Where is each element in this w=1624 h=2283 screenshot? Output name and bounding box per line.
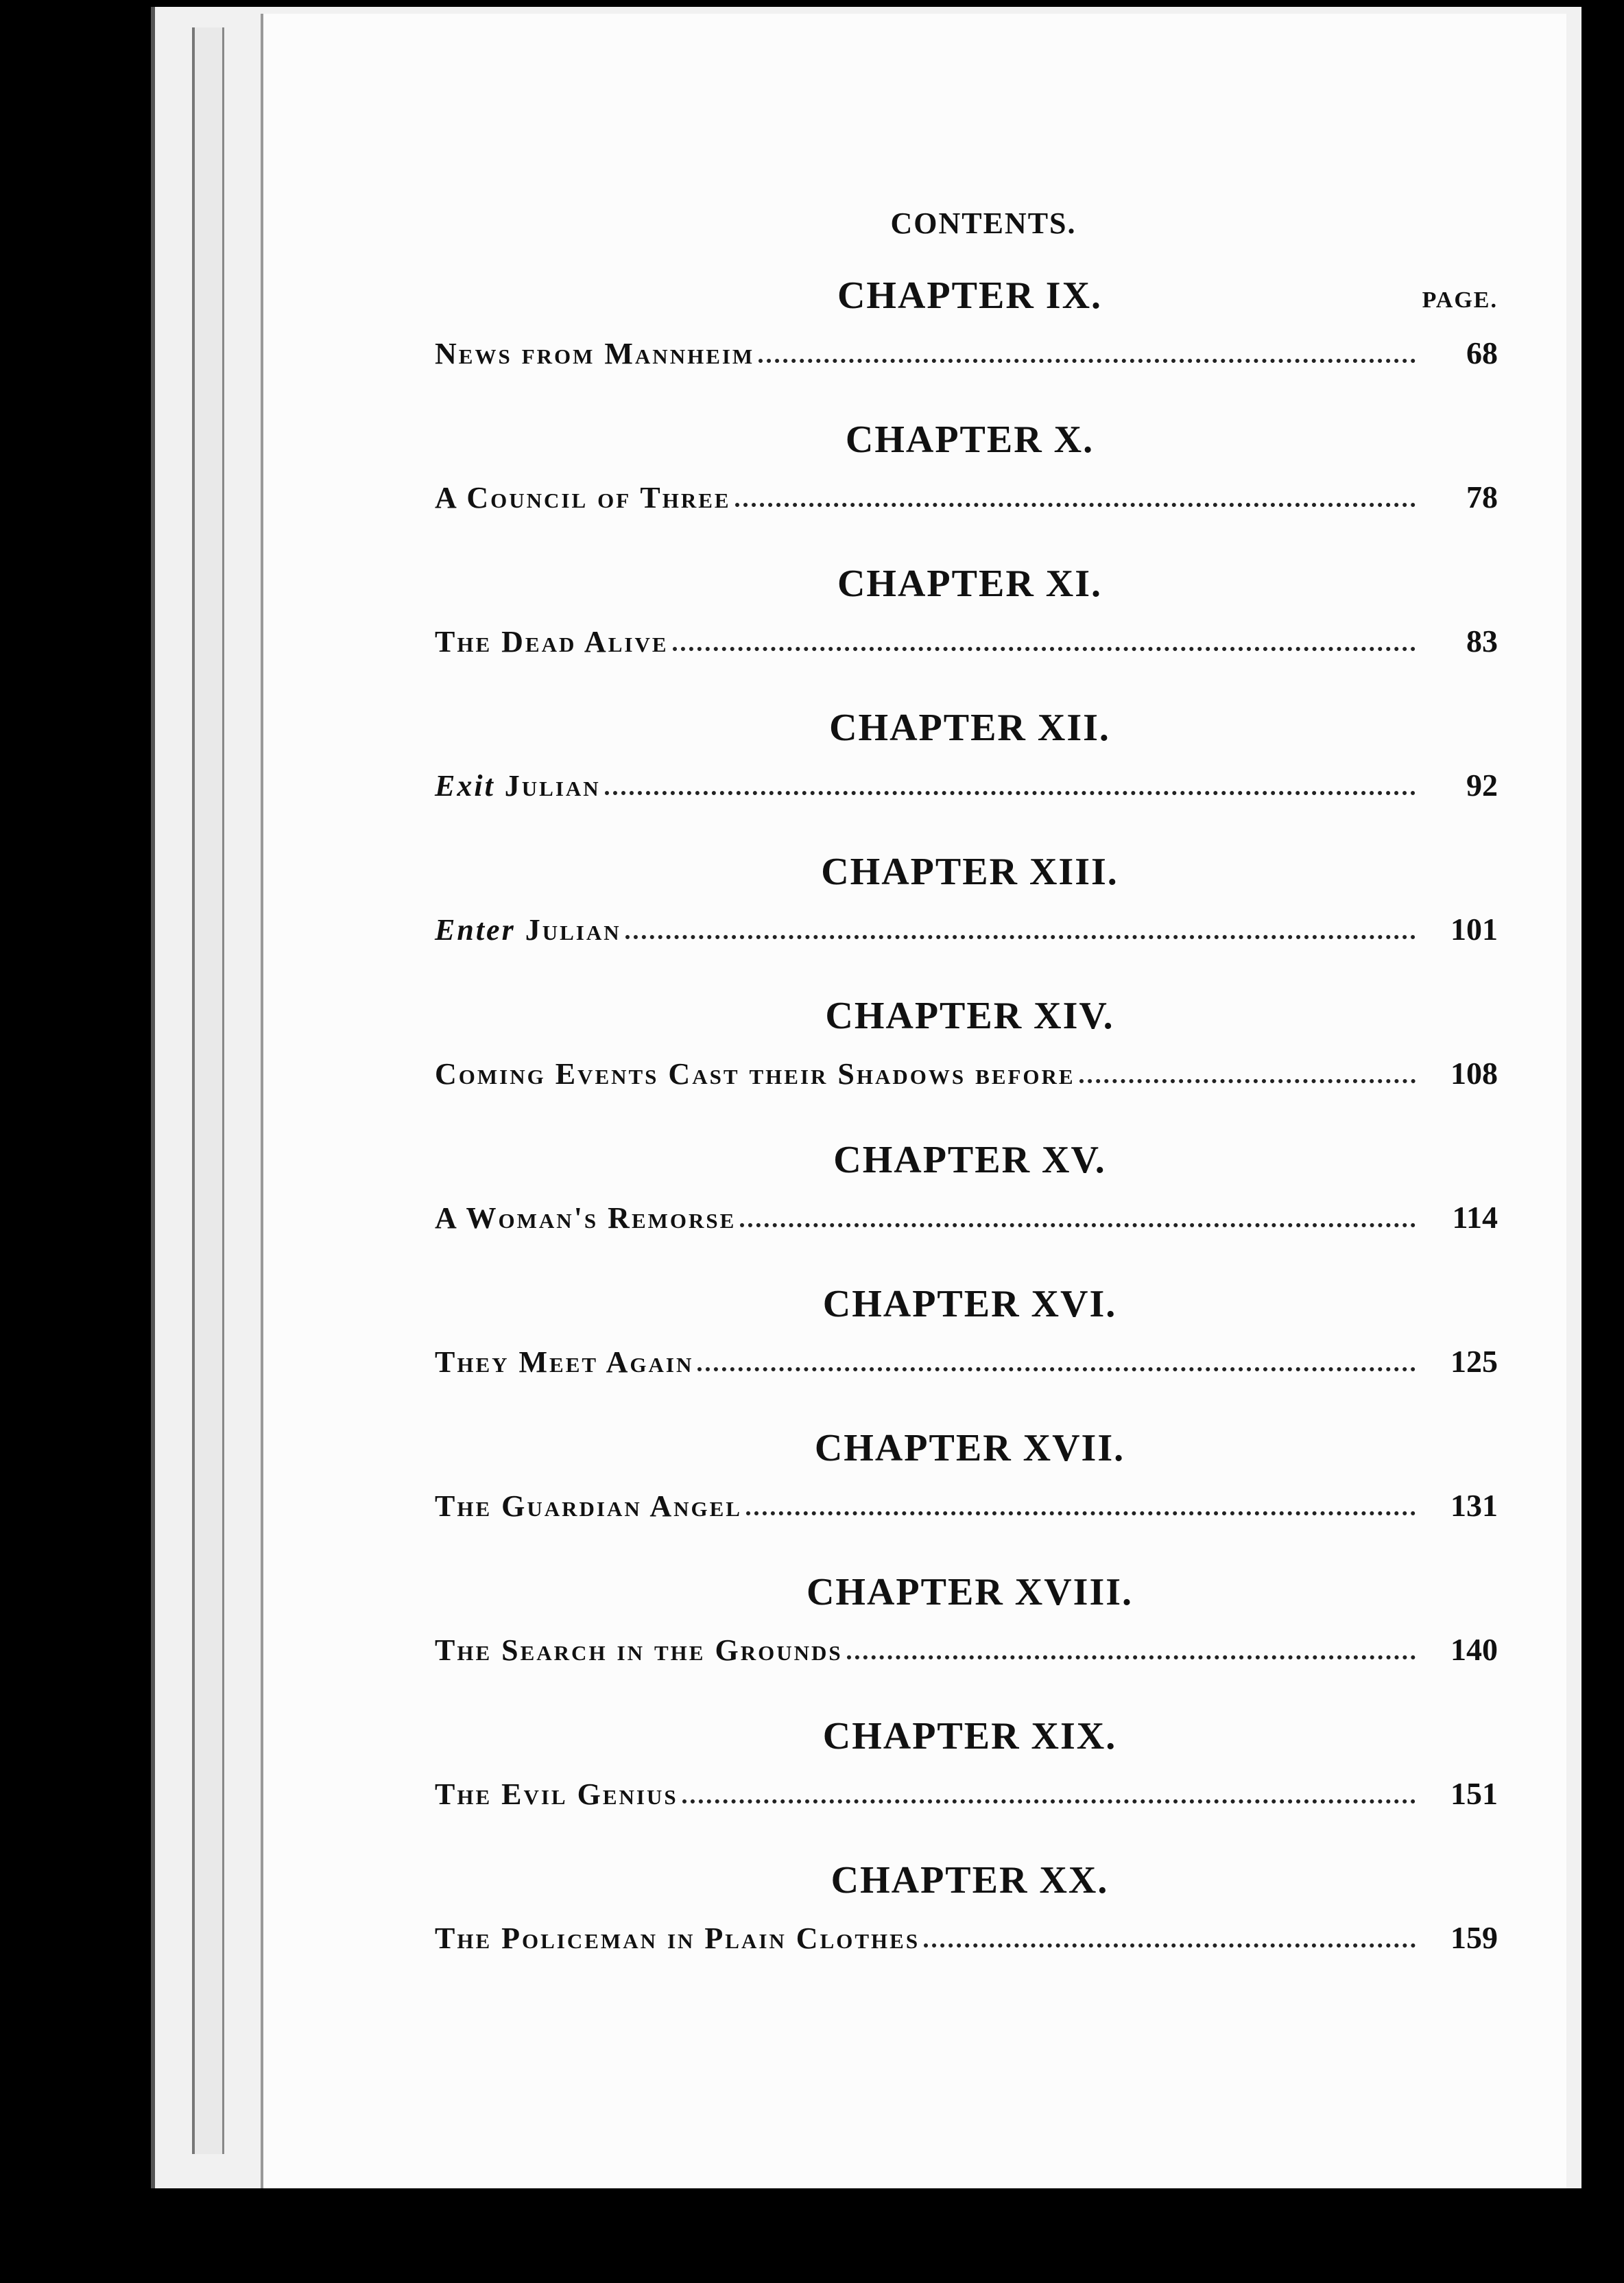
page-title: CONTENTS. xyxy=(890,206,1077,240)
chapter-heading: CHAPTER XX. xyxy=(831,1859,1109,1902)
page-number: 101 xyxy=(1450,912,1498,947)
chapter-line xyxy=(435,755,1505,803)
chapter-line xyxy=(435,1764,1505,1812)
page-number: 83 xyxy=(1466,624,1498,659)
chapter-title-text: Coming Events Cast their Shadows before xyxy=(435,1057,1075,1091)
page-number: 108 xyxy=(1450,1056,1498,1091)
page-number: 92 xyxy=(1466,768,1498,803)
chapter-heading: CHAPTER XV. xyxy=(833,1139,1106,1181)
chapter-heading: CHAPTER XVII. xyxy=(814,1427,1125,1469)
chapter-line xyxy=(435,1620,1505,1668)
chapter-title-text: The Policeman in Plain Clothes xyxy=(435,1921,920,1955)
chapter-heading: CHAPTER XIX. xyxy=(822,1715,1117,1758)
dot-leader xyxy=(682,1799,1416,1803)
chapter-title-text: The Guardian Angel xyxy=(435,1489,742,1523)
page-number: 159 xyxy=(1450,1920,1498,1955)
chapter-line xyxy=(435,467,1505,515)
chapter-title xyxy=(435,336,754,371)
chapter-heading: CHAPTER X. xyxy=(845,418,1095,461)
page-number: 151 xyxy=(1450,1776,1498,1811)
chapter-entry xyxy=(435,1284,1505,1428)
chapter-title-text: The Dead Alive xyxy=(435,625,669,659)
page-number: 140 xyxy=(1450,1632,1498,1667)
chapter-title-text: A Woman's Remorse xyxy=(435,1201,737,1235)
chapter-line xyxy=(435,899,1505,947)
chapter-heading: CHAPTER XI. xyxy=(837,563,1103,605)
chapter-line xyxy=(435,1476,1505,1524)
chapter-heading: CHAPTER IX. xyxy=(837,274,1103,317)
chapter-heading: CHAPTER XVIII. xyxy=(806,1571,1134,1613)
chapter-title xyxy=(435,912,621,947)
chapter-title xyxy=(435,1921,920,1956)
chapter-title-prefix: Exit xyxy=(435,769,495,803)
dot-leader xyxy=(740,1223,1416,1227)
dot-leader xyxy=(625,935,1416,939)
dot-leader xyxy=(1079,1079,1416,1083)
page-number: 78 xyxy=(1466,480,1498,514)
page-number: 131 xyxy=(1450,1488,1498,1523)
chapter-entry xyxy=(435,1139,1505,1284)
chapter-title-text: The Search in the Grounds xyxy=(435,1633,843,1667)
dot-leader xyxy=(759,359,1416,363)
chapter-title-text: A Council of Three xyxy=(435,481,731,514)
chapter-title xyxy=(435,1345,693,1380)
contents-list xyxy=(435,206,1505,2004)
chapter-line xyxy=(435,323,1505,371)
chapter-title-text: They Meet Again xyxy=(435,1345,694,1379)
chapter-heading: CHAPTER XIII. xyxy=(821,851,1119,893)
chapter-entry xyxy=(435,563,1505,707)
chapter-line xyxy=(435,1908,1505,1956)
dot-leader xyxy=(605,791,1416,795)
chapter-entry xyxy=(435,995,1505,1139)
contents-page xyxy=(261,14,1566,2188)
chapter-title-text: News from Mannheim xyxy=(435,337,755,370)
chapter-title xyxy=(435,1633,843,1668)
chapter-title-prefix: Enter xyxy=(435,913,516,947)
page-number: 68 xyxy=(1466,335,1498,370)
dot-leader xyxy=(746,1511,1416,1515)
chapter-entry xyxy=(435,275,1505,419)
chapter-heading: CHAPTER XII. xyxy=(829,707,1110,749)
page-number: 114 xyxy=(1452,1200,1498,1235)
chapter-entry xyxy=(435,419,1505,563)
chapter-entry xyxy=(435,1860,1505,2004)
chapter-line xyxy=(435,1187,1505,1235)
chapter-title-text: Julian xyxy=(525,913,621,947)
chapter-title xyxy=(435,1489,742,1524)
chapter-title xyxy=(435,624,669,659)
chapter-entry xyxy=(435,1428,1505,1572)
chapter-title xyxy=(435,480,731,515)
page-column-label: PAGE. xyxy=(1422,287,1498,313)
chapter-heading: CHAPTER XVI. xyxy=(822,1283,1117,1325)
chapter-entry xyxy=(435,1572,1505,1716)
chapter-title-text: The Evil Genius xyxy=(435,1777,678,1811)
dot-leader xyxy=(735,503,1416,507)
page-number: 125 xyxy=(1450,1344,1498,1379)
chapter-title-text: Julian xyxy=(504,769,601,803)
chapter-heading: CHAPTER XIV. xyxy=(825,995,1114,1037)
page-leaf-edge xyxy=(192,27,224,2154)
chapter-title xyxy=(435,768,601,803)
chapter-line xyxy=(435,611,1505,659)
dot-leader xyxy=(924,1943,1416,1948)
chapter-entry xyxy=(435,851,1505,995)
chapter-entry xyxy=(435,1716,1505,1860)
dot-leader xyxy=(697,1367,1416,1371)
chapter-title xyxy=(435,1056,1075,1091)
chapter-title xyxy=(435,1200,736,1235)
dot-leader xyxy=(673,647,1416,651)
chapter-title xyxy=(435,1777,678,1812)
dot-leader xyxy=(847,1655,1416,1659)
chapter-line xyxy=(435,1043,1505,1091)
chapter-line xyxy=(435,1332,1505,1380)
chapter-entry xyxy=(435,707,1505,851)
